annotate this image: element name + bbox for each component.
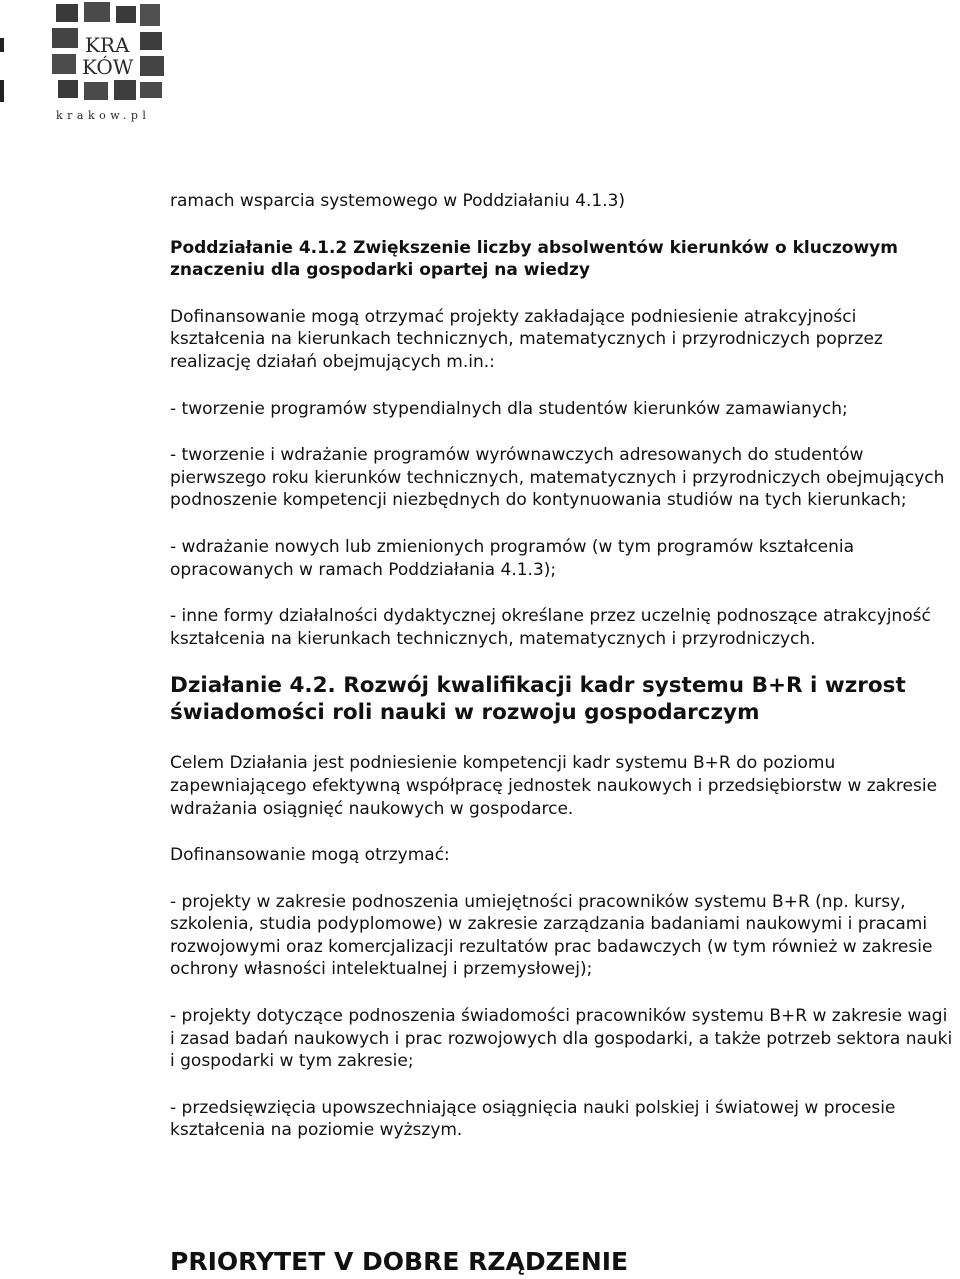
krakow-logo [40,2,175,124]
subsection-heading: Poddziałanie 4.1.2 Zwiększenie liczby absolwentów kierunków o kluczowym znaczeniu dla gospodarki opartej na wiedzy [170,237,898,281]
paragraph-goal: Celem Działania jest podniesienie kompetencji kadr systemu B+R do poziomu zapewniającego efektywną współpracę jednostek naukowych i przedsiębiorstw w zakresie wdrażania osiągnięć naukowych w gospodarce. [170,753,938,819]
paragraph-intro: Dofinansowanie mogą otrzymać projekty zakładające podniesienie atrakcyjności kształcenia na kierunkach technicznych, matematycznych i przyrodniczych poprzez realizację działań obejmujących m.in.: [170,306,883,372]
page-edge-mark [0,38,4,52]
list-item: - wdrażanie nowych lub zmienionych programów (w tym programów kształcenia opracowanych w ramach Poddziałania 4.1.3); [170,536,855,580]
page-edge-mark [0,80,4,102]
section-heading: Działanie 4.2. Rozwój kwalifikacji kadr systemu B+R i wzrost świadomości roli nauki w rozwoju gospodarczym [170,673,906,726]
list-item: - inne formy działalności dydaktycznej określane przez uczelnię podnoszące atrakcyjność kształcenia na kierunkach technicznych, matematycznych i przyrodniczych. [170,606,931,649]
list-item: - przedsięwzięcia upowszechniające osiągnięcia nauki polskiej i światowej w procesie kształcenia na poziomie wyższym. [170,1097,896,1141]
list-item: - projekty dotyczące podnoszenia świadomości pracowników systemu B+R w zakresie wagi i zasad badań naukowych i prac rozwojowych dla gospodarki, a także potrzeb sektora nauki i gospodarki w tym zakresie; [170,1006,953,1072]
logo-top-text: KRA [85,33,130,57]
logo-bottom-text: KÓW [82,55,134,79]
paragraph-intro: Dofinansowanie mogą otrzymać: [170,845,450,866]
list-item: - tworzenie programów stypendialnych dla studentów kierunków zamawianych; [170,398,848,419]
document-body [170,190,956,1142]
list-item: - projekty w zakresie podnoszenia umiejętności pracowników systemu B+R (np. kursy, szkolenia, studia podyplomowe) w zakresie zarządzania badaniami naukowymi i pracami rozwojowymi oraz komercjalizacji rezultatów prac badawczych (w tym również w zakresie ochrony własności intelektualnej i przemysłowej); [170,891,933,980]
priority-heading: PRIORYTET V DOBRE RZĄDZENIE [170,1247,629,1276]
list-item: - tworzenie i wdrażanie programów wyrównawczych adresowanych do studentów pierwszego roku kierunków technicznych, matematycznych i przyrodniczych obejmujących podnoszenie kompetencji niezbędnych do kontynuowania studiów na tych kierunkach; [170,445,945,511]
paragraph-continuation: ramach wsparcia systemowego w Poddziałaniu 4.1.3) [170,191,626,211]
logo-url-text: krakow.pl [56,109,151,122]
